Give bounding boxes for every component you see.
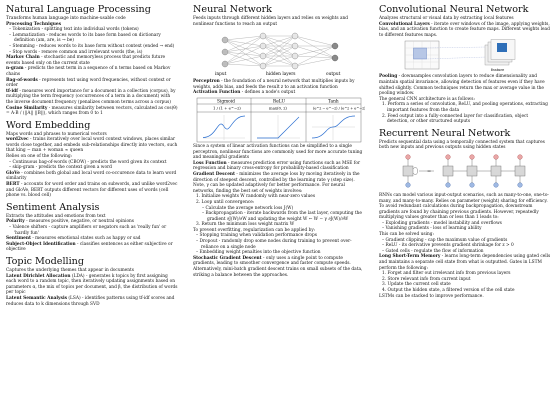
list-item: – Stemming - reduces words to its base form without context (ended → end): [9, 43, 175, 49]
cosine-similarity-def: Cosine Similarity - measures similarity between vectors, calculated as cos(θ) = A·B / (||A|| ||B||), which ranges from 0 to 1: [6, 105, 178, 117]
gradient-descent-def: Gradient Descent - minimizes the average loss by moving iteratively in the direction of steepest descent, controlled by the learning rate γ (step size). Note, γ can be updated adaptively for better performance. For neural networks, finding the best set of weights involves:: [193, 171, 360, 194]
sgd-def: Stochastic Gradient Descent - only uses a single point to compute gradients, leading to smoother convergence and faster compute speeds. Alternatively, mini-batch gradient descent trains on small subsets of the data, striking a balance between the approaches.: [193, 255, 363, 278]
list-item: 3. Update the current cell state: [382, 282, 451, 288]
list-item: – Lemmatization - reduces words to its base form based on dictionary definition (am, are, is → be): [9, 32, 161, 44]
list-item: 2. Feed output into a fully-connected layer for classification, object detection, or other structured outputs: [382, 113, 529, 125]
nlp-techniques-heading: Processing Techniques: [6, 21, 62, 27]
list-item: – Vanishing gradients - loss of learning ability: [382, 226, 482, 232]
cnn-arch-intro: The general CNN architecture is as follows:: [379, 96, 475, 102]
pooling-def: Pooling - downsamples convolution layers to reduce dimensionality and maintain spatial invariance, allowing detection of features even if they have shifted slightly. Common techniques return the max or average value in the pooling window.: [379, 74, 545, 97]
word2vec-def: word2vec - trains iteratively over local word context windows, places similar words close together, and embeds sub-relationships directly into vectors, such that king − man + woman ≈ queen: [6, 137, 178, 154]
list-item: – Valence shifters - capture amplifiers or negators such as 'really fun' or 'hardly fun': [9, 225, 167, 236]
fig-label-feature: feature: [491, 68, 505, 73]
glove-def: GloVe - combines both global and local word co-occurence data to learn word similarity: [6, 170, 177, 182]
lstm-def: Long Short-Term Memory - learns long-term dependencies using gated cells and maintains a separate cell state from what is outputted. Gates in LSTM perform the following:: [379, 254, 551, 271]
list-item: – skip-gram - predicts the context given a word: [9, 165, 112, 171]
sentiment-analysis-title: Sentiment Analysis: [6, 201, 100, 213]
nn-intro: Feeds inputs through different hidden layers and relies on weights and nonlinear functions to reach an output: [193, 16, 349, 27]
list-item: 1. Forget and filter out irrelevant info from previous layers: [382, 271, 511, 277]
act-formula-sigmoid: 1 / (1 + e^−z): [213, 105, 241, 111]
fig-label-input: input: [215, 72, 227, 78]
list-item: – Stop words - remove common and irrelevant words (the, is): [9, 49, 143, 55]
sa-intro: Extracts the attitudes and emotions from text: [6, 213, 106, 219]
rnn-solve: This can be solved using:: [379, 232, 434, 238]
list-item: – Continuous bag-of-words (CBOW) - predicts the word given its context: [9, 159, 167, 165]
list-item: 1. Perform a series of convolution, ReLU, and pooling operations, extracting important features from the data: [382, 102, 548, 113]
rnn-diagram: [379, 152, 551, 192]
act-name-sigmoid: Sigmoid: [217, 99, 235, 105]
markov-chain-def: Markov Chain - stochastic and memoryless process that predicts future events based only on the current state: [6, 55, 166, 66]
list-item: – Embedding weight penalties into the objective function: [196, 250, 321, 256]
list-item: – Gated cells - regulate the flow of information: [382, 248, 484, 254]
list-item: – Stopping training when validation performance drops: [196, 233, 317, 239]
column-3: [379, 4, 551, 299]
act-formula-relu: max(0, z): [269, 105, 287, 111]
we-relies: Relies on one of the following:: [6, 154, 73, 160]
list-item: 3. Return the minimum loss weight matrix W: [196, 222, 295, 228]
nlp-intro: Transforms human language into machine-usable code: [6, 16, 126, 21]
list-item: 4. Output the hidden state, a filtered version of the cell state: [382, 288, 515, 293]
nonlinear-note: Since a system of linear activation functions can be simplified to a single perceptron, nonlinear functions are commonly used for more accurate tuning and meaningful gradients: [193, 143, 363, 161]
perceptron-def: Perceptron - the foundation of a neural network that multiplies inputs by weights, adds bias, and feeds the result z to an activation function: [193, 79, 355, 90]
fig-label-hidden: hidden layers: [266, 72, 296, 78]
sentiment-def: Sentiment - measures emotional states such as happy or sad: [6, 236, 141, 242]
list-item: 2. Store relevant info from current input: [382, 276, 471, 282]
list-item: 2. Loop until convergence:: [196, 199, 255, 205]
subject-object-def: Subject-Object Identification - classifies sentences as either subjective or objective: [6, 241, 173, 253]
convolution-diagram: [379, 39, 551, 73]
list-item: – Gradient clipping - cap the maximum value of gradients: [382, 237, 508, 243]
overfitting-note: To prevent overfitting, regularization can be applied by:: [193, 227, 316, 233]
list-item: – Calculate the average network loss J(W): [202, 205, 294, 211]
lda-def: Latent Dirichlet Allocation (LDA) - generates k topics by first assigning each word to a random topic, then iteratively updating assignments based on parameters α, the mix of topics per document, and β, the distribution of words per topic: [6, 273, 178, 296]
polarity-def: Polarity - measures positive, negative, or neutral opinions: [6, 219, 135, 225]
conv-layers-def: Convolutional Layers - iterate over windows of the image, applying weights, bias, and an activation function to create feature maps. Different weights lead to different features maps.: [379, 21, 550, 38]
word-embedding-title: Word Embedding: [6, 119, 91, 131]
rnn-paragraph: RNNs can model various input-output scenarios, such as many-to-one, one-to-many, and many-to-many. Relies on parameter (weight) sharing for efficiency. To avoid redundant calculations during backpropagation, downstream gradients are found by chaining previous gradients. However, repeatedly multiplying values greater than or less than 1 leads to:: [379, 192, 549, 221]
list-item: – Tokenization - splitting text into individual words (tokens): [9, 27, 139, 33]
ngram-def: n-gram - predicts the next term in a sequence of n terms based on Markov chains: [6, 66, 171, 77]
neural-network-title: Neural Network: [193, 4, 272, 15]
cnn-title: Convolutional Neural Network: [379, 4, 529, 15]
cnn-intro: Analyzes structural or visual data by extracting local features: [379, 16, 514, 21]
topic-modelling-title: Topic Modelling: [6, 255, 85, 267]
rnn-intro: Predicts sequential data using a temporally connected system that captures both new inputs and previous outputs using hidden states: [379, 139, 545, 151]
activation-function-table: [193, 97, 365, 143]
fig-label-output: output: [326, 72, 341, 78]
act-name-relu: ReLU: [273, 99, 286, 105]
lsa-def: Latent Semantic Analysis (LSA) - identifies patterns using tf-idf scores and reduces data to k dimensions through SVD: [6, 295, 175, 307]
equals-sign: =: [427, 168, 432, 175]
column-2: [193, 4, 365, 278]
list-item: – ReLU - its derivative prevents gradient shrinkage for z > 0: [382, 243, 514, 249]
we-intro: Maps words and phrases to numerical vectors: [6, 131, 107, 137]
bag-of-words-def: Bag-of-words - represents text using word frequencies, without context or order: [6, 77, 171, 89]
list-item: – Dropout - randomly drop some nodes during training to prevent over-reliance on a single node: [196, 239, 352, 250]
rnn-title: Recurrent Neural Network: [379, 127, 511, 139]
bert-def: BERT - accounts for word order and trains on subwords, and unlike word2vec and GloVe, BERT outputs different vectors for different uses of words (cell phone vs. blood cell): [6, 182, 178, 199]
lstm-stack-note: LSTMs can be stacked to improve performance.: [379, 293, 484, 299]
list-item: – Backpropagation - iterate backwards from the last layer, computing the gradient ∂J(W)/∂W and updating the weight W ← W − γ ∂J(W)/∂W: [202, 211, 362, 222]
neural-network-diagram: [193, 28, 365, 78]
act-name-tanh: Tanh: [328, 99, 339, 105]
loss-function-def: Loss Function - measures prediction error using functions such as MSE for regression and binary cross-entropy for probability-based classification: [193, 160, 361, 172]
nlp-title: Natural Language Processing: [6, 4, 151, 15]
act-formula-tanh: (e^z − e^−z) / (e^z + e^−z): [313, 106, 365, 111]
tm-intro: Captures the underlying themes that appear in documents: [6, 267, 134, 273]
list-item: – Exploding gradients - model instability and overflows: [382, 220, 502, 226]
activation-def: Activation Function - defines a node's output: [193, 90, 296, 96]
list-item: 1. Initialize weights W randomly with near-zero values: [196, 194, 316, 200]
tfidf-def: tf-idf - measures word importance for a document in a collection (corpus), by multiplying the term frequency (occurrences of a term in a document) with the inverse document frequency (penalizes common terms across a corpus): [6, 88, 176, 105]
column-1: [6, 4, 178, 307]
